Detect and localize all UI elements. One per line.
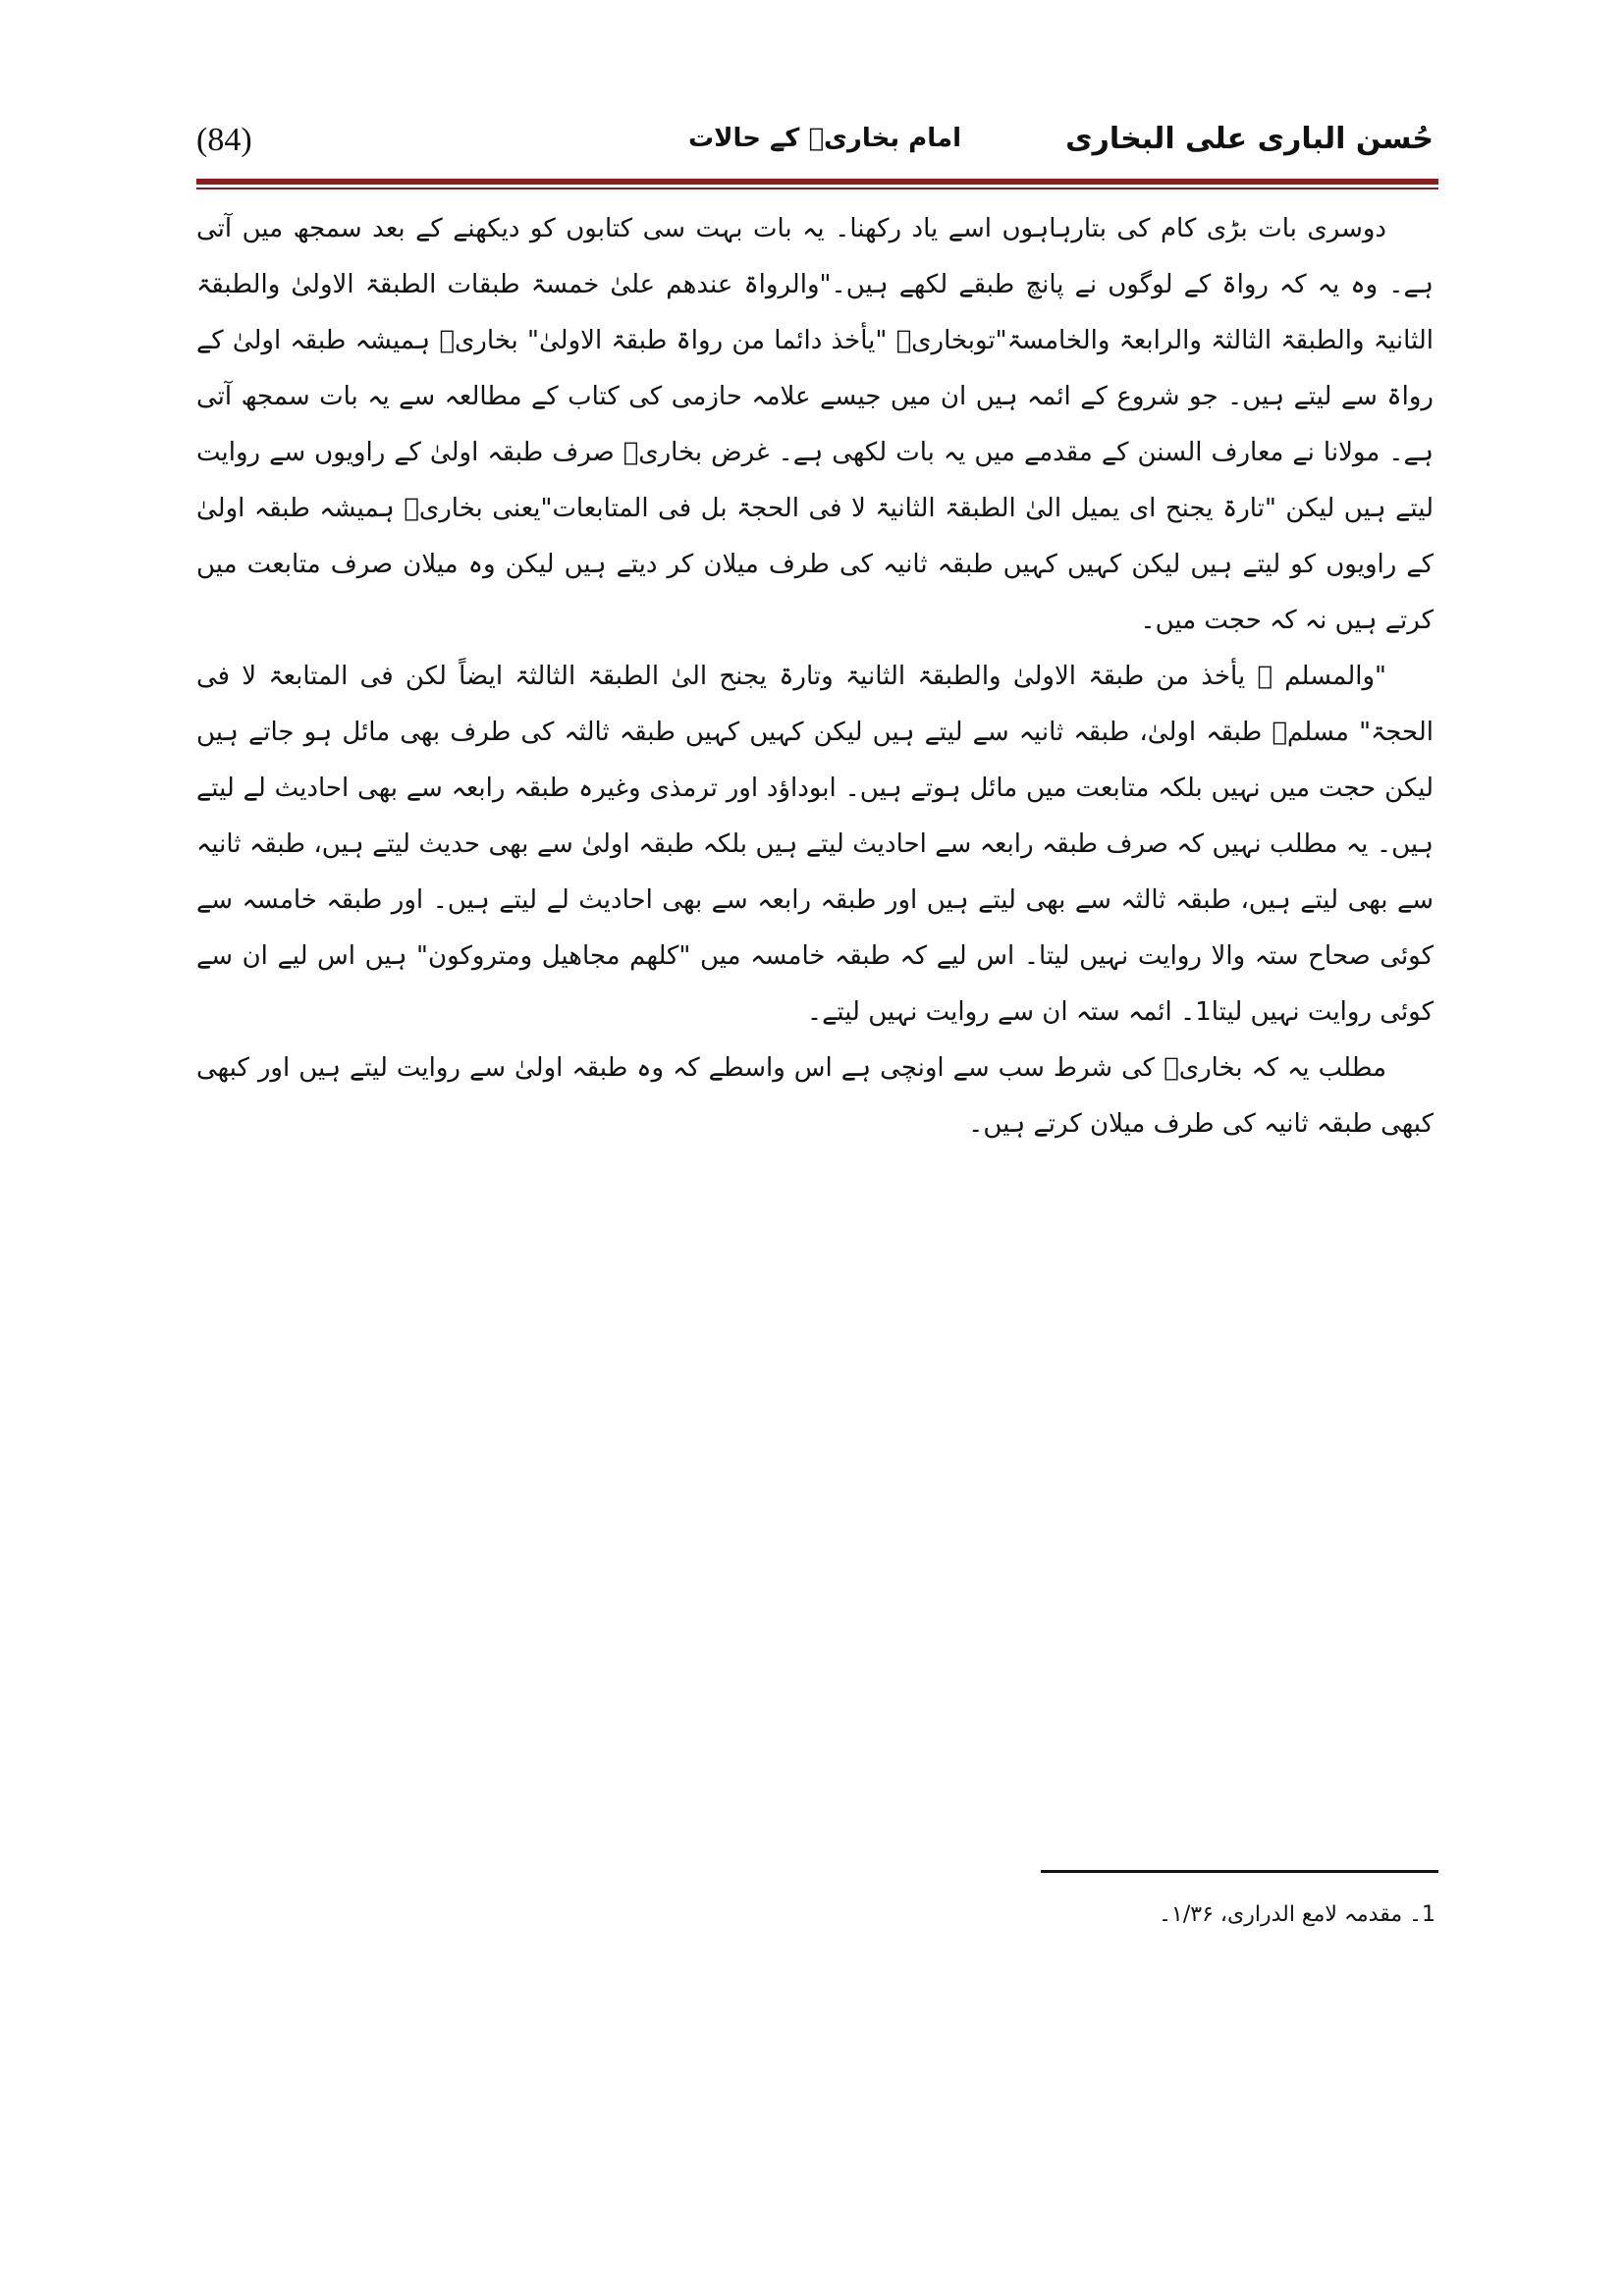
header-divider [196, 179, 1438, 185]
footnote: 1۔ مقدمہ لامع الدراری، ۱/۳۶۔ [1159, 1902, 1435, 1927]
footnote-divider [1041, 1870, 1438, 1873]
page-number: (84) [196, 122, 252, 158]
book-title: حُسن الباری علی البخاری [1065, 122, 1434, 156]
main-text [196, 201, 1434, 1152]
header-divider-thin [196, 187, 1438, 189]
paragraph-2: "والمسلم ؒ یأخذ من طبقۃ الاولیٰ والطبقۃ الثانیۃ وتارۃ یجنح الیٰ الطبقۃ الثالثۃ ایضاً لکن فی المتابعۃ لا فی الحجۃ" مسلمؒ طبقہ اولیٰ، طبقہ ثانیہ سے لیتے ہیں لیکن کہیں کہیں طبقہ ثالثہ کی طرف بھی مائل ہو جاتے ہیں لیکن حجت میں نہیں بلکہ متابعت میں مائل ہوتے ہیں۔ ابوداؤد اور ترمذی وغیرہ طبقہ رابعہ سے بھی احادیث لے لیتے ہیں۔ یہ مطلب نہیں کہ صرف طبقہ رابعہ سے احادیث لیتے ہیں بلکہ طبقہ اولیٰ سے بھی حدیث لیتے ہیں، طبقہ ثانیہ سے بھی لیتے ہیں، طبقہ ثالثہ سے بھی لیتے ہیں اور طبقہ رابعہ سے بھی احادیث لے لیتے ہیں۔ اور طبقہ خامسہ سے کوئی صحاح ستہ والا روایت نہیں لیتا۔ اس لیے کہ طبقہ خامسہ میں "کلھم مجاھیل ومتروکون" ہیں اس لیے ان سے کوئی روایت نہیں لیتا1۔ ائمہ ستہ ان سے روایت نہیں لیتے۔ [196, 662, 1434, 1027]
paragraph-1: دوسری بات بڑی کام کی بتارہاہوں اسے یاد رکھنا۔ یہ بات بہت سی کتابوں کو دیکھنے کے بعد سمجھ میں آتی ہے۔ وہ یہ کہ رواۃ کے لوگوں نے پانچ طبقے لکھے ہیں۔"والرواۃ عندھم علیٰ خمسۃ طبقات الطبقۃ الاولیٰ والطبقۃ الثانیۃ والطبقۃ الثالثۃ والرابعۃ والخامسۃ"توبخاریؒ "یأخذ دائما من رواۃ طبقۃ الاولیٰ" بخاریؒ ہمیشہ طبقہ اولیٰ کے رواۃ سے لیتے ہیں۔ جو شروع کے ائمہ ہیں ان میں جیسے علامہ حازمی کی کتاب کے مطالعہ سے یہ بات سمجھ آتی ہے۔ مولانا نے معارف السنن کے مقدمے میں یہ بات لکھی ہے۔ غرض بخاریؒ صرف طبقہ اولیٰ کے راویوں سے روایت لیتے ہیں لیکن "تارۃ یجنح ای یمیل الیٰ الطبقۃ الثانیۃ لا فی الحجۃ بل فی المتابعات"یعنی بخاریؒ ہمیشہ طبقہ اولیٰ کے راویوں کو لیتے ہیں لیکن کہیں کہیں طبقہ ثانیہ کی طرف میلان کر دیتے ہیں لیکن وہ میلان صرف متابعت میں کرتے ہیں نہ کہ حجت میں۔ [196, 214, 1434, 635]
chapter-title: امام بخاریؒ کے حالات [688, 124, 961, 153]
page-header [187, 116, 1443, 175]
paragraph-3: مطلب یہ کہ بخاریؒ کی شرط سب سے اونچی ہے اس واسطے کہ وہ طبقہ اولیٰ سے روایت لیتے ہیں اور کبھی کبھی طبقہ ثانیہ کی طرف میلان کرتے ہیں۔ [196, 1053, 1434, 1139]
